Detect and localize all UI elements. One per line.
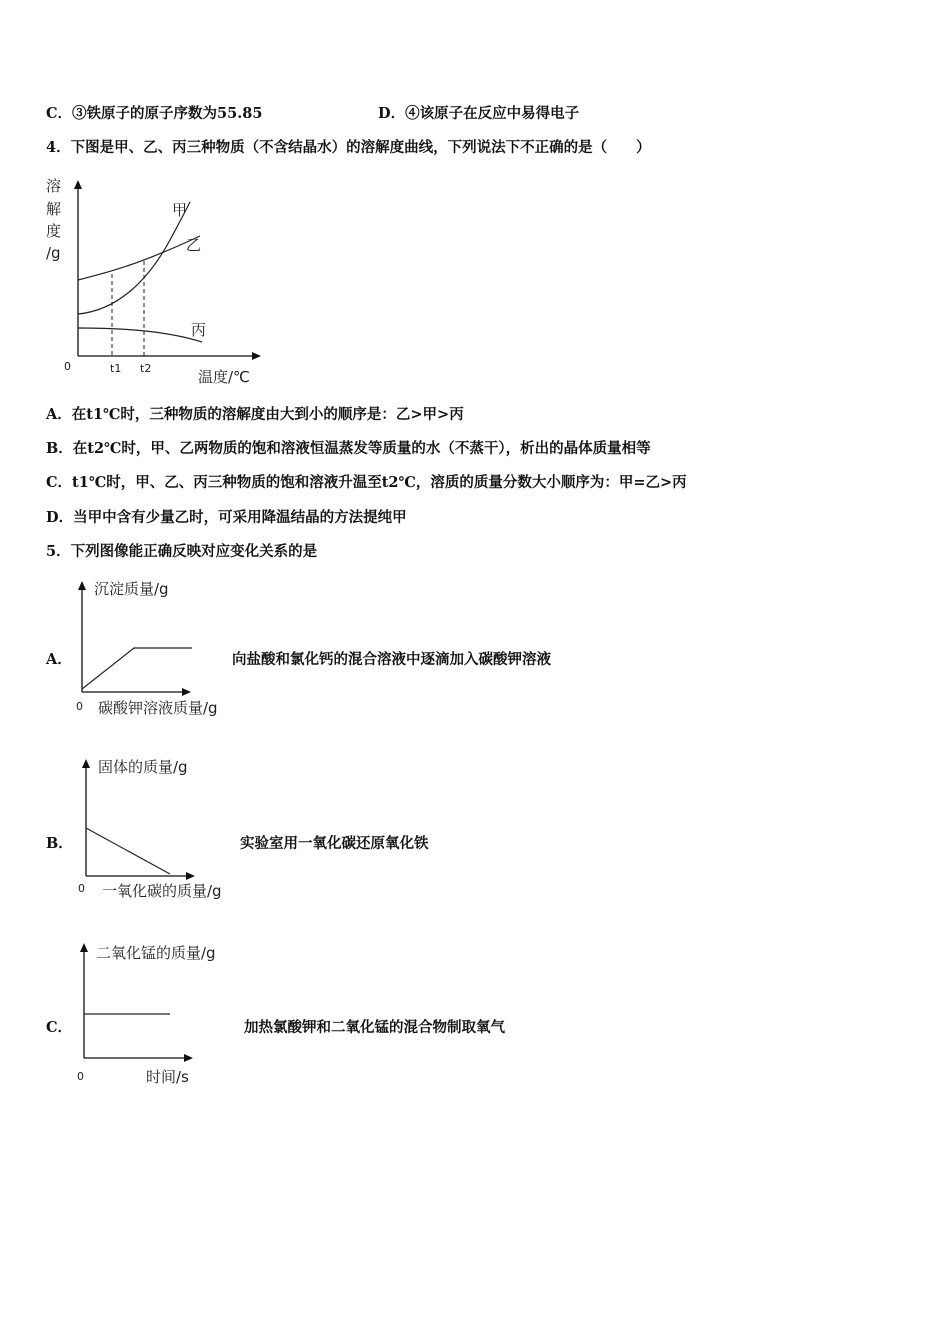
q5-option-a-desc: 向盐酸和氯化钙的混合溶液中逐滴加入碳酸钾溶液	[232, 651, 551, 668]
q3-option-c: C．③铁原子的原子序数为55.85	[46, 105, 263, 122]
q5-option-b-letter: B．	[46, 835, 73, 852]
x-axis-label: 时间/s	[146, 1068, 189, 1086]
label-bing: 丙	[191, 321, 207, 339]
x-axis-label: 一氧化碳的质量/g	[102, 882, 222, 900]
y-label-char-4: /g	[46, 244, 61, 262]
y-axis-arrow	[82, 759, 90, 768]
q4-option-d: D．当甲中含有少量乙时，可采用降温结晶的方法提纯甲	[46, 509, 407, 526]
y-label-char-1: 溶	[46, 177, 62, 195]
label-yi: 乙	[186, 236, 202, 254]
origin-label: 0	[78, 882, 85, 895]
q4-stem: 4．下图是甲、乙、丙三种物质（不含结晶水）的溶解度曲线，下列说法下不正确的是（ ）	[46, 139, 651, 156]
origin-label: 0	[76, 700, 83, 713]
y-axis-label: 二氧化锰的质量/g	[96, 944, 216, 962]
y-axis-arrow	[78, 581, 86, 590]
t2-label: t2	[140, 362, 152, 375]
q5-option-a-letter: A．	[46, 651, 72, 668]
y-axis-arrow	[80, 943, 88, 952]
t1-label: t1	[110, 362, 122, 375]
q4-option-c: C．t1℃时，甲、乙、丙三种物质的饱和溶液升温至t2℃，溶质的质量分数大小顺序为：甲=乙>丙	[46, 474, 687, 491]
curve-yi	[78, 236, 200, 280]
y-label-char-3: 度	[46, 222, 62, 240]
q5-option-c-desc: 加热氯酸钾和二氧化锰的混合物制取氧气	[244, 1019, 505, 1036]
x-axis-arrow	[252, 352, 261, 360]
origin-label: 0	[77, 1070, 84, 1083]
y-axis-arrow	[74, 180, 82, 189]
curve-a	[82, 648, 192, 689]
curve-bing	[78, 328, 202, 342]
origin-label: 0	[64, 360, 71, 373]
y-label-char-2: 解	[46, 200, 62, 218]
solubility-curve-graph	[40, 172, 270, 390]
q5-graph-c	[70, 938, 240, 1088]
y-axis-label: 沉淀质量/g	[94, 580, 169, 598]
x-axis-arrow	[186, 872, 195, 880]
x-axis-arrow	[182, 688, 191, 696]
q5-graph-a	[70, 574, 240, 720]
y-axis-label: 固体的质量/g	[98, 758, 188, 776]
x-axis-label: 碳酸钾溶液质量/g	[98, 699, 218, 717]
q5-graph-b	[70, 752, 242, 904]
q5-option-b-desc: 实验室用一氧化碳还原氧化铁	[240, 835, 429, 852]
x-axis-label: 温度/℃	[198, 368, 250, 386]
q4-option-a: A．在t1℃时，三种物质的溶解度由大到小的顺序是：乙>甲>丙	[46, 406, 464, 423]
q5-stem: 5．下列图像能正确反映对应变化关系的是	[46, 543, 318, 560]
q3-option-d: D．④该原子在反应中易得电子	[378, 105, 580, 122]
q4-option-b: B．在t2℃时，甲、乙两物质的饱和溶液恒温蒸发等质量的水（不蒸干），析出的晶体质量相等	[46, 440, 651, 457]
curve-b	[86, 828, 170, 874]
q5-option-c-letter: C．	[46, 1019, 73, 1036]
label-jia: 甲	[172, 201, 188, 219]
x-axis-arrow	[184, 1054, 193, 1062]
